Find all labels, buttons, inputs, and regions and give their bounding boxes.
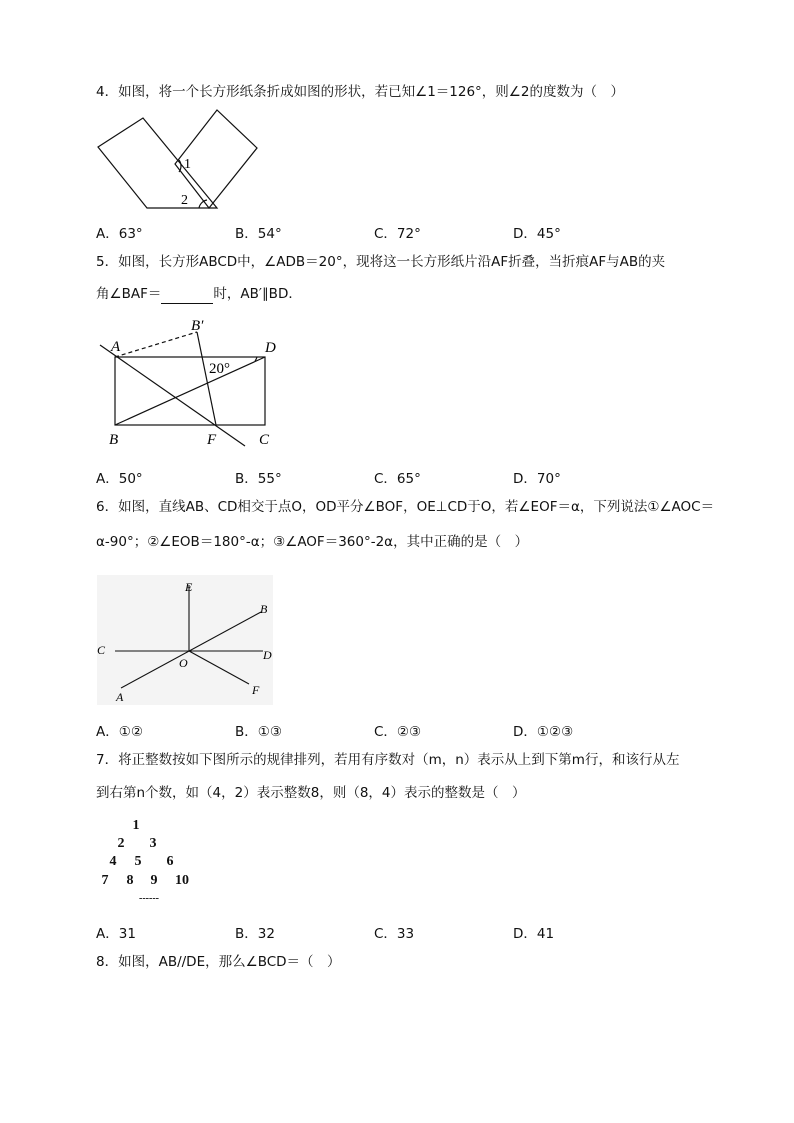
q6-label-b: B [260, 602, 268, 616]
q5-diagonal-bd [115, 357, 265, 425]
q4-label-2: 2 [181, 193, 188, 208]
q6-label-c: C [97, 643, 106, 657]
q7-num-10: 10 [175, 873, 189, 888]
q5-label-f: F [207, 432, 217, 448]
question-6-line-1: 6．如图，直线AB、CD相交于点O，OD平分∠BOF，OE⊥CD于O，若∠EOF＝α，下列说法①∠AOC＝ [96, 499, 715, 515]
q6-option-b[interactable]: B．①③ [235, 724, 282, 740]
q6-intersecting-lines-figure [97, 575, 273, 705]
q6-option-a[interactable]: A．①② [96, 724, 143, 740]
q6-option-d[interactable]: D．①②③ [513, 724, 574, 740]
q6-label-f: F [252, 683, 260, 697]
q5-segment-bpf [197, 332, 216, 425]
q5-label-angle-20: 20° [209, 361, 230, 377]
q4-folded-strip-figure [95, 108, 265, 214]
q7-num-1: 1 [132, 818, 140, 833]
q5-rectangle-figure [95, 312, 295, 452]
q6-option-c[interactable]: C．②③ [374, 724, 422, 740]
q5-label-c: C [259, 432, 270, 448]
q7-num-7: 7 [101, 873, 109, 888]
q5-option-d[interactable]: D．70° [513, 471, 561, 487]
question-8-text: 8．如图，AB//DE，那么∠BCD＝（ ） [96, 954, 341, 970]
q7-number-triangle [96, 812, 206, 906]
q4-label-1: 1 [184, 157, 191, 172]
q5-label-b: B [109, 432, 119, 448]
q6-label-o: O [179, 656, 188, 670]
q4-option-a[interactable]: A．63° [96, 226, 143, 242]
q6-label-a: A [116, 690, 124, 704]
q7-num-9: 9 [150, 873, 158, 888]
q7-option-a[interactable]: A．31 [96, 926, 136, 942]
q4-option-d[interactable]: D．45° [513, 226, 561, 242]
q5-option-c[interactable]: C．65° [374, 471, 421, 487]
question-5-line-1: 5．如图，长方形ABCD中，∠ADB＝20°，现将这一长方形纸片沿AF折叠，当折痕AF与AB的夹 [96, 254, 666, 270]
q5-label-a: A [111, 339, 121, 355]
question-5-line-2 [96, 284, 302, 304]
q5-option-b[interactable]: B．55° [235, 471, 282, 487]
q6-label-d: D [263, 648, 272, 662]
q4-option-b[interactable]: B．54° [235, 226, 282, 242]
q7-num-6: 6 [166, 854, 174, 869]
q7-option-b[interactable]: B．32 [235, 926, 275, 942]
q7-num-8: 8 [126, 873, 134, 888]
question-4-text: 4．如图，将一个长方形纸条折成如图的形状，若已知∠1＝126°，则∠2的度数为（ ） [96, 84, 624, 100]
q4-option-c[interactable]: C．72° [374, 226, 421, 242]
q5-answer-blank [161, 289, 213, 304]
q6-label-e: E [185, 579, 193, 594]
q5-line2-start: 角∠BAF＝ [96, 286, 162, 302]
question-6-line-2: α-90°；②∠EOB＝180°-α；③∠AOF＝360°-2α，其中正确的是（ ） [96, 534, 529, 550]
q5-dashed-abp [115, 332, 197, 357]
q5-line2-end: 时，AB′∥BD． [213, 286, 302, 302]
q7-num-2: 2 [117, 836, 125, 851]
question-7-line-2: 到右第n个数，如（4，2）表示整数8，则（8，4）表示的整数是（ ） [96, 785, 526, 801]
q6-figure-background [97, 575, 273, 705]
q7-num-3: 3 [149, 836, 157, 851]
q5-label-d: D [265, 340, 276, 356]
q7-continuation-dots: ------ [139, 893, 159, 904]
q7-num-5: 5 [134, 854, 142, 869]
q5-label-bprime: B′ [191, 318, 204, 334]
question-7-line-1: 7．将正整数按如下图所示的规律排列，若用有序数对（m，n）表示从上到下第m行，和该行从左 [96, 752, 680, 768]
q7-option-c[interactable]: C．33 [374, 926, 415, 942]
q7-num-4: 4 [109, 854, 117, 869]
q5-option-a[interactable]: A．50° [96, 471, 143, 487]
q7-option-d[interactable]: D．41 [513, 926, 555, 942]
